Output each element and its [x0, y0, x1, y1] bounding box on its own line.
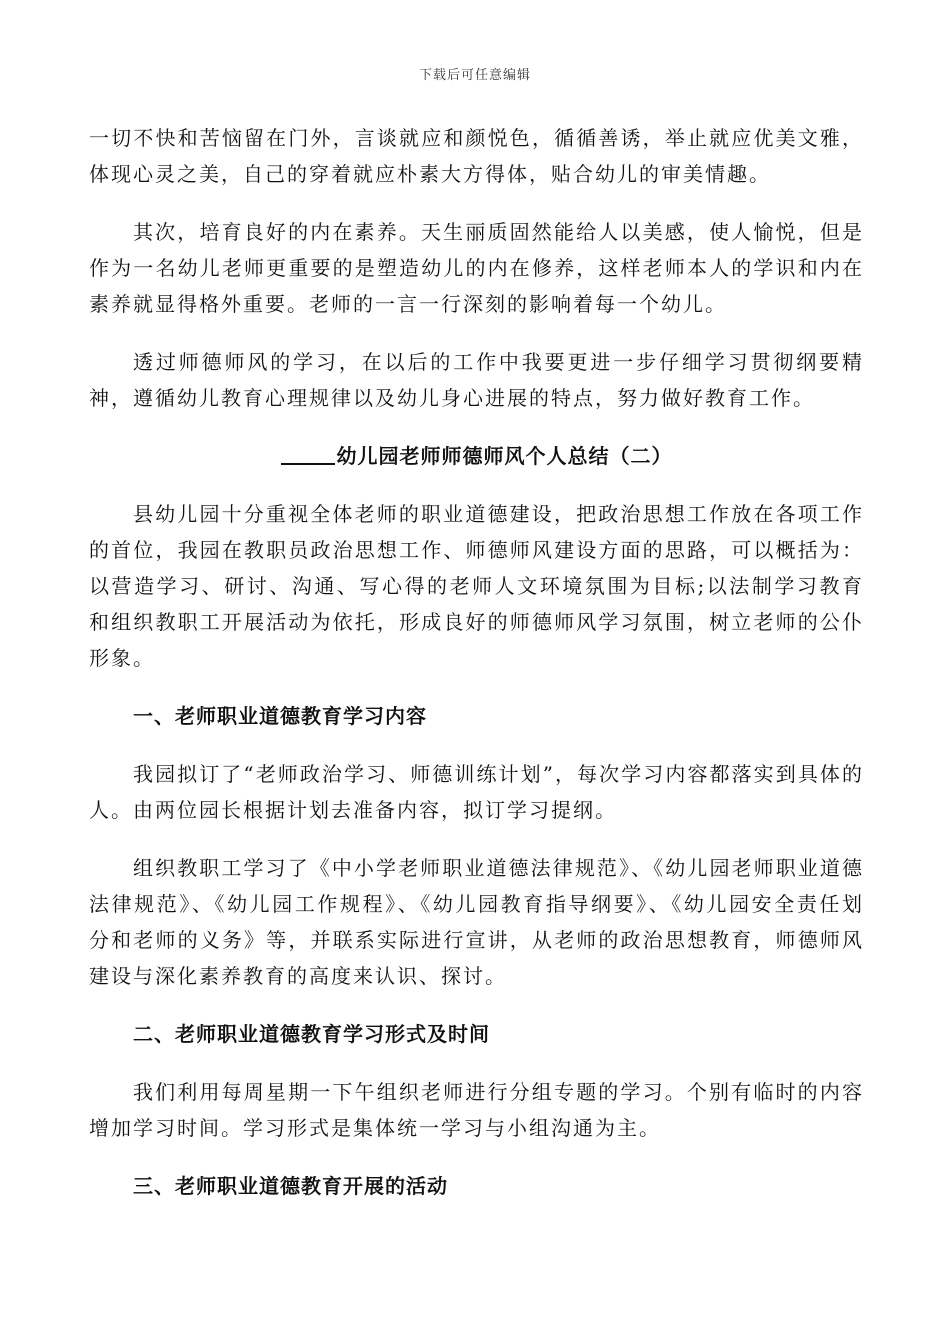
section-heading-1: 一、老师职业道德教育学习内容 [133, 704, 427, 728]
paragraph-3: 透过师德师风的学习，在以后的工作中我要更进一步仔细学习贯彻纲要精神，遵循幼儿教育心理规律以及幼儿身心进展的特点，努力做好教育工作。 [89, 350, 864, 410]
section-heading-2: 二、老师职业道德教育学习形式及时间 [133, 1022, 490, 1046]
paragraph-1: 一切不快和苦恼留在门外，言谈就应和颜悦色，循循善诱，举止就应优美文雅，体现心灵之美，自己的穿着就应朴素大方得体，贴合幼儿的审美情趣。 [89, 126, 864, 186]
paragraph-5: 我园拟订了“老师政治学习、师德训练计划”，每次学习内容都落实到具体的人。由两位园长根据计划去准备内容，拟订学习提纲。 [89, 762, 864, 822]
paragraph-7: 我们利用每周星期一下午组织老师进行分组专题的学习。个别有临时的内容增加学习时间。学习形式是集体统一学习与小组沟通为主。 [89, 1080, 864, 1140]
document-body [89, 120, 864, 1226]
title-blank-underline [281, 439, 335, 465]
page-header-note: 下载后可任意编辑 [418, 68, 531, 83]
paragraph-2: 其次，培育良好的内在素养。天生丽质固然能给人以美感，使人愉悦，但是作为一名幼儿老师更重要的是塑造幼儿的内在修养，这样老师本人的学识和内在素养就显得格外重要。老师的一言一行深刻的影响着每一个幼儿。 [89, 220, 864, 316]
paragraph-4: 县幼儿园十分重视全体老师的职业道德建设，把政治思想工作放在各项工作的首位，我园在教职员政治思想工作、师德师风建设方面的思路，可以概括为：以营造学习、研讨、沟通、写心得的老师人文环境氛围为目标;以法制学习教育和组织教职工开展活动为依托，形成良好的师德师风学习氛围，树立老师的公仆形象。 [89, 502, 864, 670]
paragraph-6: 组织教职工学习了《中小学老师职业道德法律规范》、《幼儿园老师职业道德法律规范》、《幼儿园工作规程》、《幼儿园教育指导纲要》、《幼儿园安全责任划分和老师的义务》等，并联系实际进行宣讲，从老师的政治思想教育，师德师风建设与深化素养教育的高度来认识、探讨。 [89, 856, 864, 988]
document-title [89, 438, 864, 474]
section-heading-3: 三、老师职业道德教育开展的活动 [133, 1174, 448, 1198]
title-text: 幼儿园老师师德师风个人总结（二） [336, 444, 673, 468]
